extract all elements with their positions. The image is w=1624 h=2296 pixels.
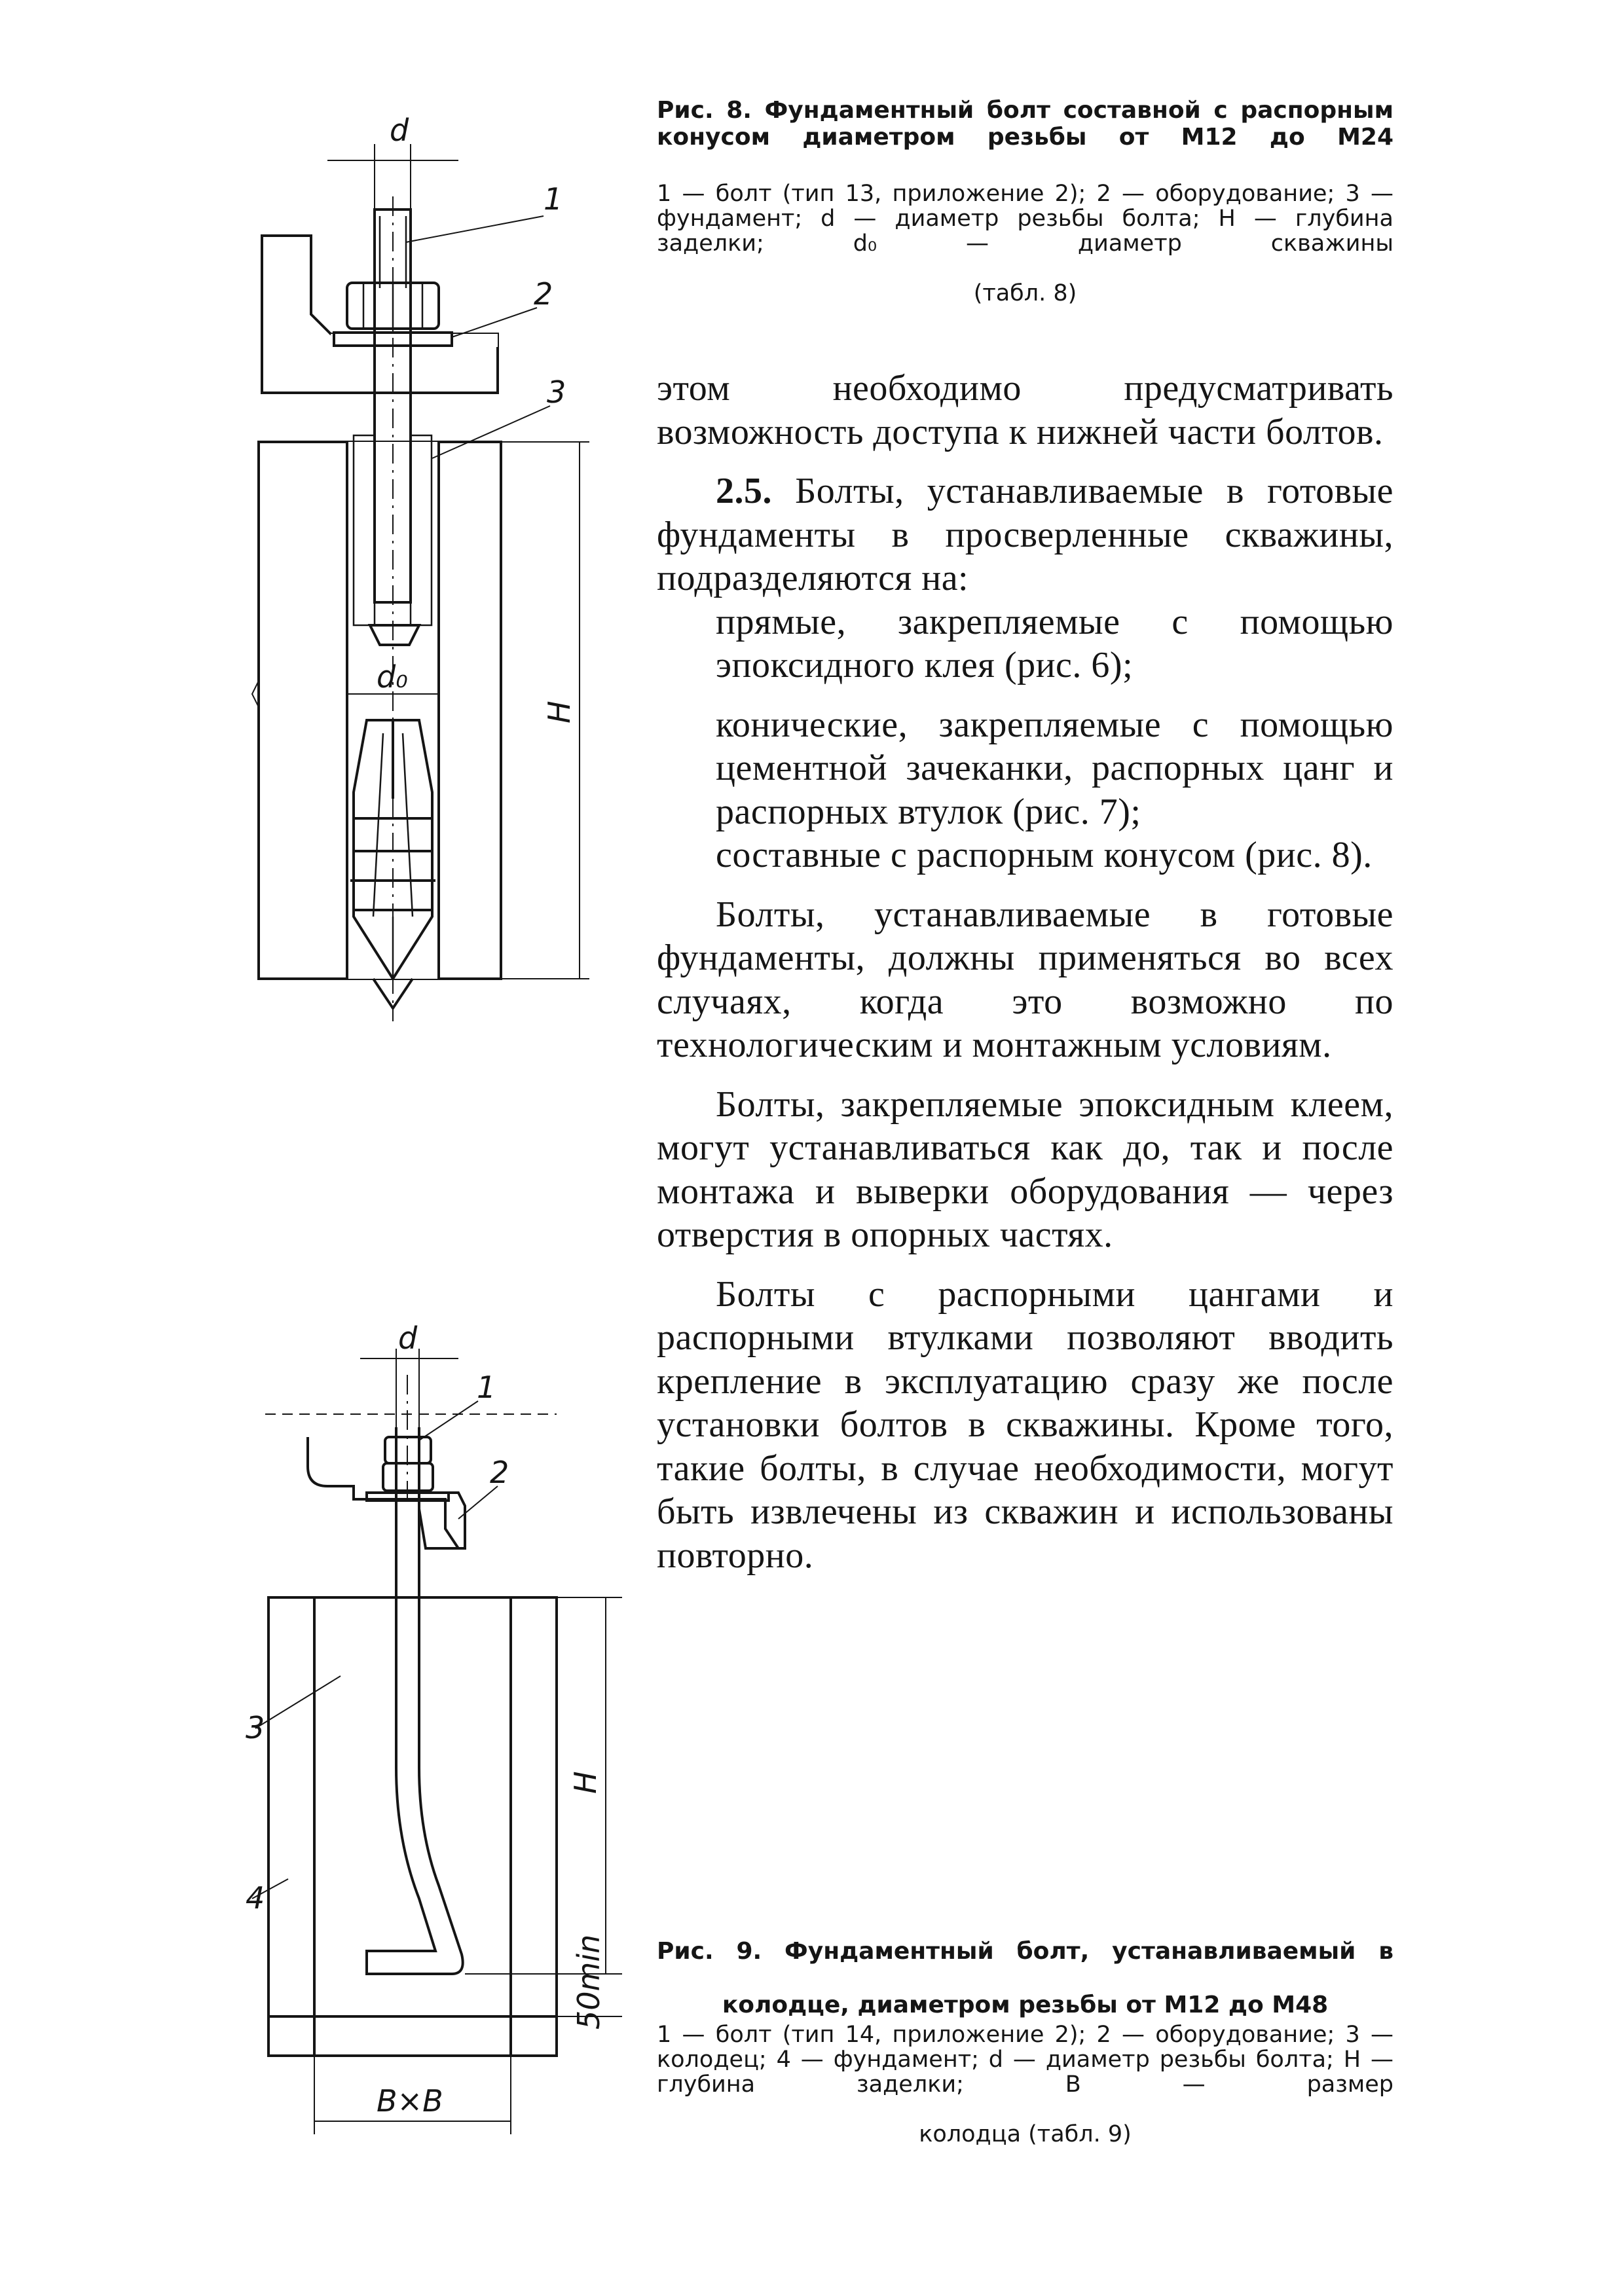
- fig8-caption-title: Рис. 8. Фундаментный болт составной с распорным конусом диаметром резьбы от М12 до М24: [657, 97, 1393, 151]
- paragraph-collets: Болты с распорными цангами и распорными втулками позволяют вводить крепление в эксплуатацию сразу же после установки болтов в скважины. Кроме того, такие болты, в случае необходимости, могут быть извлечены из скважин и использованы повторно.: [657, 1273, 1393, 1576]
- fig8-label-d: d: [390, 113, 409, 148]
- fig8-label-d0: d₀: [377, 659, 408, 695]
- fig9-caption: [657, 1938, 1393, 2147]
- fig8-caption-tail: (табл. 8): [973, 280, 1077, 306]
- fig9-label-BxB: B×B: [377, 2083, 443, 2119]
- fig9-label-4: 4: [246, 1880, 265, 1916]
- paragraph-ready-foundations: Болты, устанавливаемые в готовые фундаменты, должны применяться во всех случаях, когда это возможно по технологическим и монтажным условиям.: [657, 894, 1393, 1065]
- fig9-label-H: H: [568, 1771, 603, 1794]
- paragraph-2-5-text: Болты, устанавливаемые в готовые фундаменты в просверленные скважины, подразделяются на:: [657, 471, 1393, 598]
- fig9-label-3: 3: [246, 1710, 265, 1745]
- list-item-straight: прямые, закрепляемые с помощью эпоксидного клея (рис. 6);: [716, 601, 1393, 685]
- fig9-caption-title: Рис. 9. Фундаментный болт, устанавливаемый в: [657, 1938, 1393, 1965]
- list-item-composite: составные с распорным конусом (рис. 8).: [716, 835, 1373, 875]
- fig9-caption-title-line2: колодце, диаметром резьбы от М12 до М48: [722, 1992, 1329, 2018]
- fig9-label-2: 2: [490, 1455, 509, 1490]
- fig8-label-2: 2: [534, 276, 553, 312]
- fig8-label-H: H: [542, 701, 577, 723]
- fig9-label-50min: 50min: [571, 1934, 606, 2030]
- section-number: 2.5.: [716, 471, 772, 511]
- paragraph-continuation: этом необходимо предусматривать возможность доступа к нижней части болтов.: [657, 368, 1393, 452]
- fig9-label-1: 1: [477, 1370, 496, 1405]
- fig9-label-d: d: [398, 1321, 418, 1356]
- fig8-label-3: 3: [547, 374, 566, 410]
- fig8-caption-legend: 1 — болт (тип 13, приложение 2); 2 — оборудование; 3 — фундамент; d — диаметр резьбы болта; H — глубина заделки; d₀ — диаметр скважины: [657, 181, 1393, 257]
- fig8-label-1: 1: [544, 181, 563, 217]
- fig9-caption-legend: 1 — болт (тип 14, приложение 2); 2 — оборудование; 3 — колодец; 4 — фундамент; d — диаметр резьбы болта; H — глубина заделки; B — размер: [657, 2022, 1393, 2098]
- list-item-conical: конические, закрепляемые с помощью цементной зачеканки, распорных цанг и распорных втулок (рис. 7);: [716, 704, 1393, 832]
- fig9-caption-tail: колодца (табл. 9): [919, 2121, 1132, 2147]
- paragraph-epoxy: Болты, закрепляемые эпоксидным клеем, могут устанавливаться как до, так и после монтажа и выверки оборудования — через отверстия в опорных частях.: [657, 1084, 1393, 1255]
